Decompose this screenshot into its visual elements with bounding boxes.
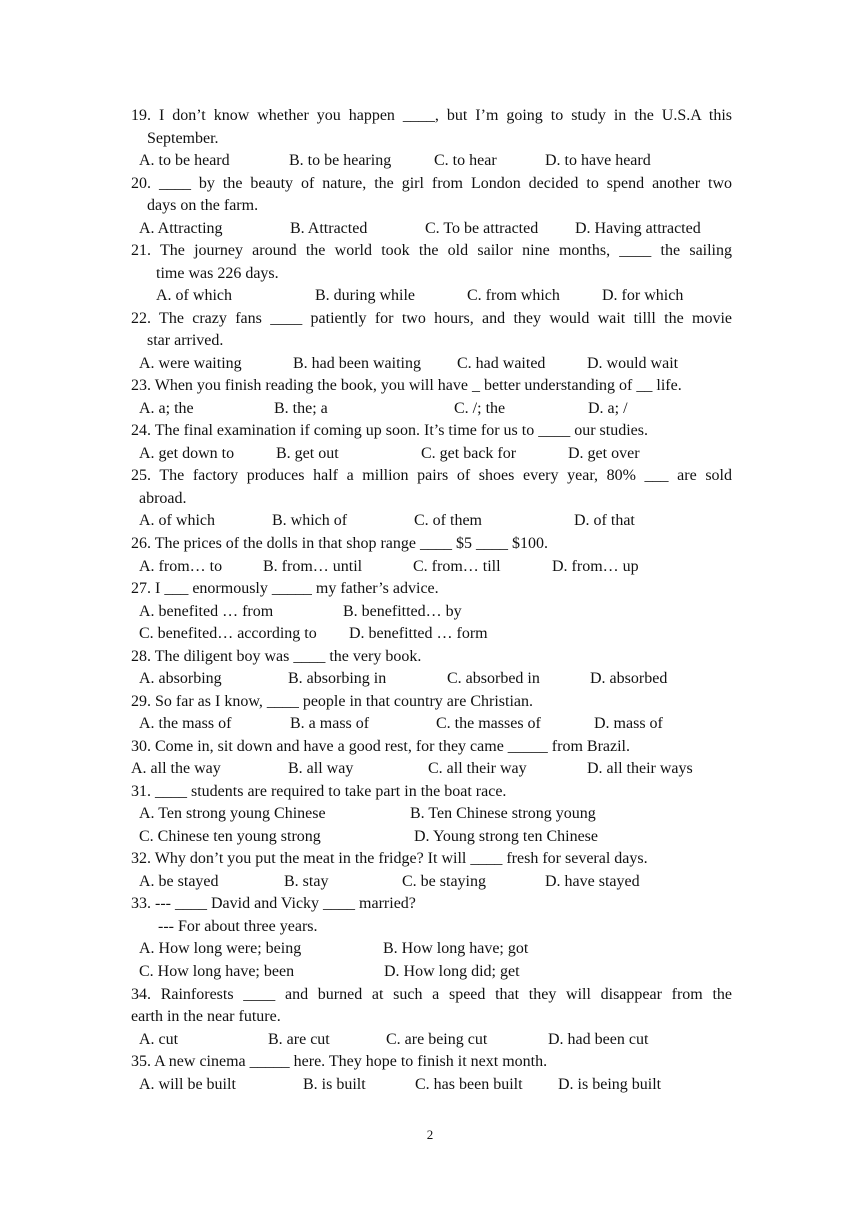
question-21-stem-line-1: 21. The journey around the world took the old sailor nine months, ____ the sailing	[131, 242, 732, 259]
question-29-option-c: C. the masses of	[436, 715, 541, 732]
question-23-option-c: C. /; the	[454, 400, 506, 417]
question-27-option-d: D. benefitted … form	[349, 625, 488, 642]
question-19-option-a: A. to be heard	[139, 152, 230, 169]
question-32-option-a: A. be stayed	[139, 873, 219, 890]
question-20-option-b: B. Attracted	[290, 220, 368, 237]
question-26-option-a: A. from… to	[139, 558, 223, 575]
question-33-option-b: B. How long have; got	[383, 940, 529, 957]
question-20-stem-line-1: 20. ____ by the beauty of nature, the girl from London decided to spend another two	[131, 175, 732, 192]
question-31-option-d: D. Young strong ten Chinese	[414, 828, 599, 845]
question-31-option-b: B. Ten Chinese strong young	[410, 805, 596, 822]
question-30-option-b: B. all way	[288, 760, 354, 777]
question-22-option-a: A. were waiting	[139, 355, 242, 372]
question-26-option-c: C. from… till	[413, 558, 501, 575]
question-23-option-b: B. the; a	[274, 400, 328, 417]
question-34-stem-line-1: 34. Rainforests ____ and burned at such a speed that they will disappear from the	[131, 986, 732, 1003]
question-31-stem: 31. ____ students are required to take part in the boat race.	[131, 783, 507, 800]
question-25-option-a: A. of which	[139, 512, 215, 529]
question-24-stem: 24. The final examination if coming up soon. It’s time for us to ____ our studies.	[131, 422, 648, 439]
question-34-option-a: A. cut	[139, 1031, 179, 1048]
question-25-option-d: D. of that	[574, 512, 635, 529]
question-33-stem-line-1: 33. --- ____ David and Vicky ____ married?	[131, 895, 416, 912]
question-33-option-c: C. How long have; been	[139, 963, 295, 980]
question-34-stem-line-2: earth in the near future.	[131, 1008, 281, 1025]
question-33-option-d: D. How long did; get	[384, 963, 520, 980]
question-30-option-c: C. all their way	[428, 760, 527, 777]
question-35-option-c: C. has been built	[415, 1076, 523, 1093]
question-22-stem-line-1: 22. The crazy fans ____ patiently for two hours, and they would wait tilll the movie	[131, 310, 732, 327]
question-26-stem: 26. The prices of the dolls in that shop range ____ $5 ____ $100.	[131, 535, 548, 552]
question-22-option-b: B. had been waiting	[293, 355, 421, 372]
question-25-stem-line-1: 25. The factory produces half a million pairs of shoes every year, 80% ___ are sold	[131, 467, 732, 484]
question-35-option-a: A. will be built	[139, 1076, 236, 1093]
question-21-option-b: B. during while	[315, 287, 415, 304]
question-26-option-d: D. from… up	[552, 558, 639, 575]
question-31-option-c: C. Chinese ten young strong	[139, 828, 321, 845]
question-20-stem-line-2: days on the farm.	[147, 197, 259, 214]
question-27-option-a: A. benefited … from	[139, 603, 274, 620]
question-24-option-a: A. get down to	[139, 445, 235, 462]
question-32-stem: 32. Why don’t you put the meat in the fridge? It will ____ fresh for several days.	[131, 850, 648, 867]
question-24-option-c: C. get back for	[421, 445, 517, 462]
question-29-option-b: B. a mass of	[290, 715, 370, 732]
question-28-option-b: B. absorbing in	[288, 670, 387, 687]
question-27-option-c: C. benefited… according to	[139, 625, 317, 642]
question-35-option-d: D. is being built	[558, 1076, 662, 1093]
question-19-option-c: C. to hear	[434, 152, 497, 169]
question-22-stem-line-2: star arrived.	[147, 332, 224, 349]
question-25-option-c: C. of them	[414, 512, 482, 529]
question-26-option-b: B. from… until	[263, 558, 363, 575]
question-22-option-c: C. had waited	[457, 355, 546, 372]
question-27-stem: 27. I ___ enormously _____ my father’s advice.	[131, 580, 439, 597]
question-35-stem: 35. A new cinema _____ here. They hope to finish it next month.	[131, 1053, 548, 1070]
question-21-option-d: D. for which	[602, 287, 684, 304]
question-28-option-c: C. absorbed in	[447, 670, 540, 687]
question-32-option-c: C. be staying	[402, 873, 486, 890]
question-28-option-d: D. absorbed	[590, 670, 668, 687]
question-30-option-a: A. all the way	[131, 760, 221, 777]
question-28-option-a: A. absorbing	[139, 670, 222, 687]
question-30-option-d: D. all their ways	[587, 760, 693, 777]
question-33-option-a: A. How long were; being	[139, 940, 302, 957]
question-34-option-c: C. are being cut	[386, 1031, 488, 1048]
question-27-option-b: B. benefitted… by	[343, 603, 462, 620]
question-33-stem-line-2: --- For about three years.	[158, 918, 318, 935]
question-25-stem-line-2: abroad.	[139, 490, 187, 507]
question-21-option-a: A. of which	[156, 287, 232, 304]
question-22-option-d: D. would wait	[587, 355, 679, 372]
question-35-option-b: B. is built	[303, 1076, 366, 1093]
question-29-stem: 29. So far as I know, ____ people in that country are Christian.	[131, 693, 533, 710]
question-23-stem: 23. When you finish reading the book, you will have _ better understanding of __ life.	[131, 377, 682, 394]
question-21-option-c: C. from which	[467, 287, 560, 304]
question-20-option-d: D. Having attracted	[575, 220, 701, 237]
question-29-option-d: D. mass of	[594, 715, 663, 732]
question-32-option-d: D. have stayed	[545, 873, 640, 890]
question-30-stem: 30. Come in, sit down and have a good rest, for they came _____ from Brazil.	[131, 738, 630, 755]
question-29-option-a: A. the mass of	[139, 715, 232, 732]
question-34-option-d: D. had been cut	[548, 1031, 649, 1048]
question-20-option-c: C. To be attracted	[425, 220, 539, 237]
question-19-stem-line-1: 19. I don’t know whether you happen ____, but I’m going to study in the U.S.A this	[131, 107, 732, 124]
question-23-option-d: D. a; /	[588, 400, 628, 417]
question-21-stem-line-2: time was 226 days.	[156, 265, 279, 282]
question-32-option-b: B. stay	[284, 873, 329, 890]
question-31-option-a: A. Ten strong young Chinese	[139, 805, 326, 822]
question-20-option-a: A. Attracting	[139, 220, 223, 237]
page-number: 2	[426, 1127, 434, 1142]
question-25-option-b: B. which of	[272, 512, 348, 529]
question-24-option-d: D. get over	[568, 445, 640, 462]
question-28-stem: 28. The diligent boy was ____ the very book.	[131, 648, 422, 665]
question-24-option-b: B. get out	[276, 445, 339, 462]
question-19-option-b: B. to be hearing	[289, 152, 392, 169]
question-34-option-b: B. are cut	[268, 1031, 330, 1048]
question-19-stem-line-2: September.	[147, 130, 219, 147]
question-23-option-a: A. a; the	[139, 400, 194, 417]
question-19-option-d: D. to have heard	[545, 152, 651, 169]
